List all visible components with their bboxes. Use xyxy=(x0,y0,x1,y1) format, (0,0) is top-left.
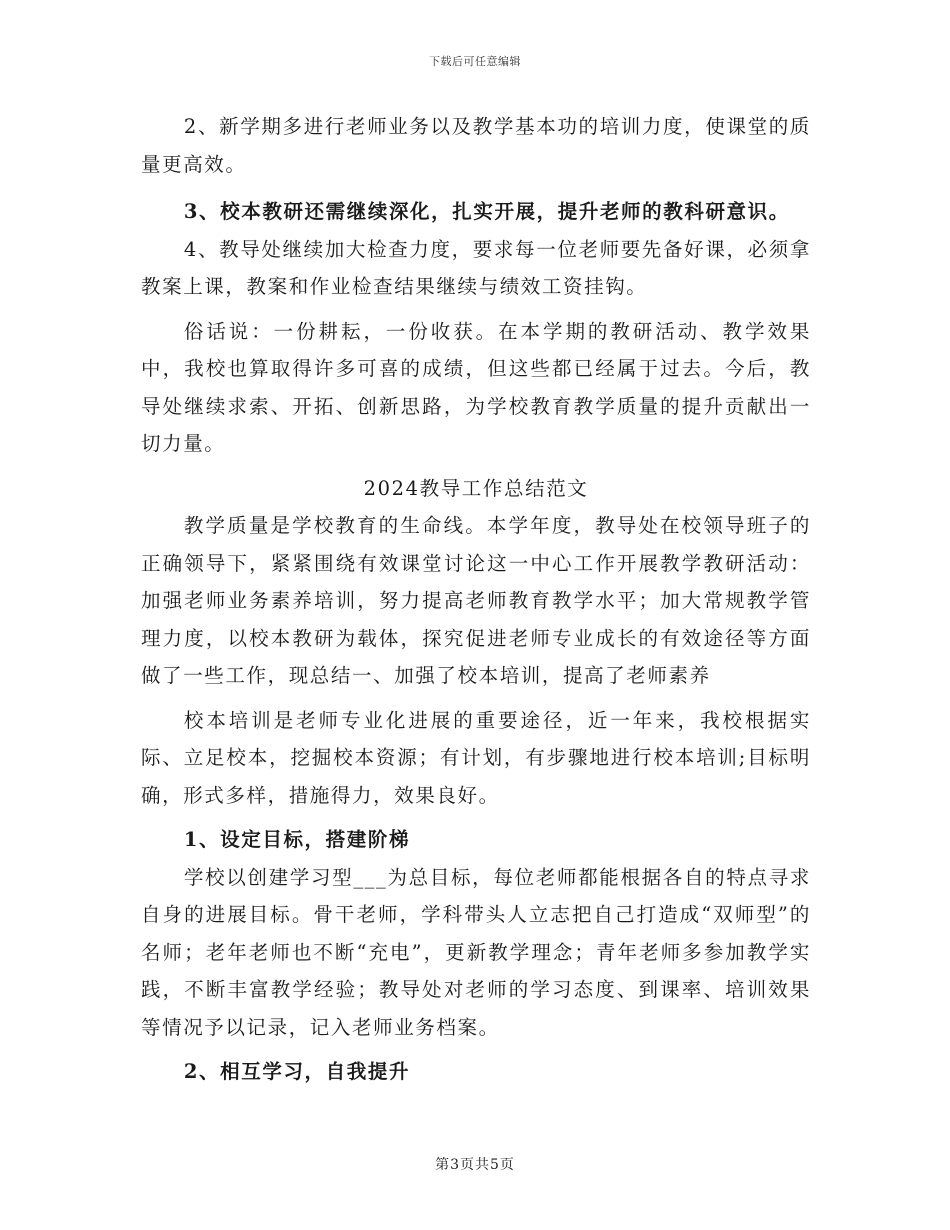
document-body xyxy=(141,108,811,1091)
page-header-note: 下载后可任意编辑 xyxy=(429,55,521,68)
paragraph-intro: 教学质量是学校教育的生命线。本学年度，教导处在校领导班子的正确领导下，紧紧围绕有效课堂讨论这一中心工作开展教学教研活动：加强老师业务素养培训，努力提高老师教育教学水平；加大常规教学管理力度，以校本教研为载体，探究促进老师专业成长的有效途径等方面做了一些工作，现总结一、加强了校本培训，提高了老师素养 xyxy=(141,514,811,687)
document-title: 2024教导工作总结范文 xyxy=(363,476,589,500)
paragraph-item-2: 2、新学期多进行老师业务以及教学基本功的培训力度，使课堂的质量更高效。 xyxy=(141,115,811,176)
section-heading-2: 2、相互学习，自我提升 xyxy=(183,1060,411,1083)
paragraph-item-4: 4、教导处继续加大检查力度，要求每一位老师要先备好课，必须拿教案上课，教案和作业检查结果继续与绩效工资挂钩。 xyxy=(141,237,811,298)
paragraph-training: 校本培训是老师专业化进展的重要途径，近一年来，我校根据实际、立足校本，挖掘校本资源；有计划，有步骤地进行校本培训;目标明确，形式多样，措施得力，效果良好。 xyxy=(141,708,811,807)
paragraph-goals: 学校以创建学习型___为总目标，每位老师都能根据各自的特点寻求自身的进展目标。骨干老师，学科带头人立志把自己打造成“双师型”的名师；老年老师也不断“充电”，更新教学理念；青年老师多参加教学实践，不断丰富教学经验；教导处对老师的学习态度、到课率、培训效果等情况予以记录，记入老师业务档案。 xyxy=(141,865,811,1039)
section-heading-1: 1、设定目标，搭建阶梯 xyxy=(183,828,411,851)
page-number: 第3页共5页 xyxy=(435,1157,515,1173)
paragraph-closing: 俗话说：一份耕耘，一份收获。在本学期的教研活动、教学效果中，我校也算取得许多可喜的成绩，但这些都已经属于过去。今后，教导处继续求索、开拓、创新思路，为学校教育教学质量的提升贡献出一切力量。 xyxy=(141,319,811,455)
paragraph-item-3-bold: 3、校本教研还需继续深化，扎实开展，提升老师的教科研意识。 xyxy=(183,200,790,223)
